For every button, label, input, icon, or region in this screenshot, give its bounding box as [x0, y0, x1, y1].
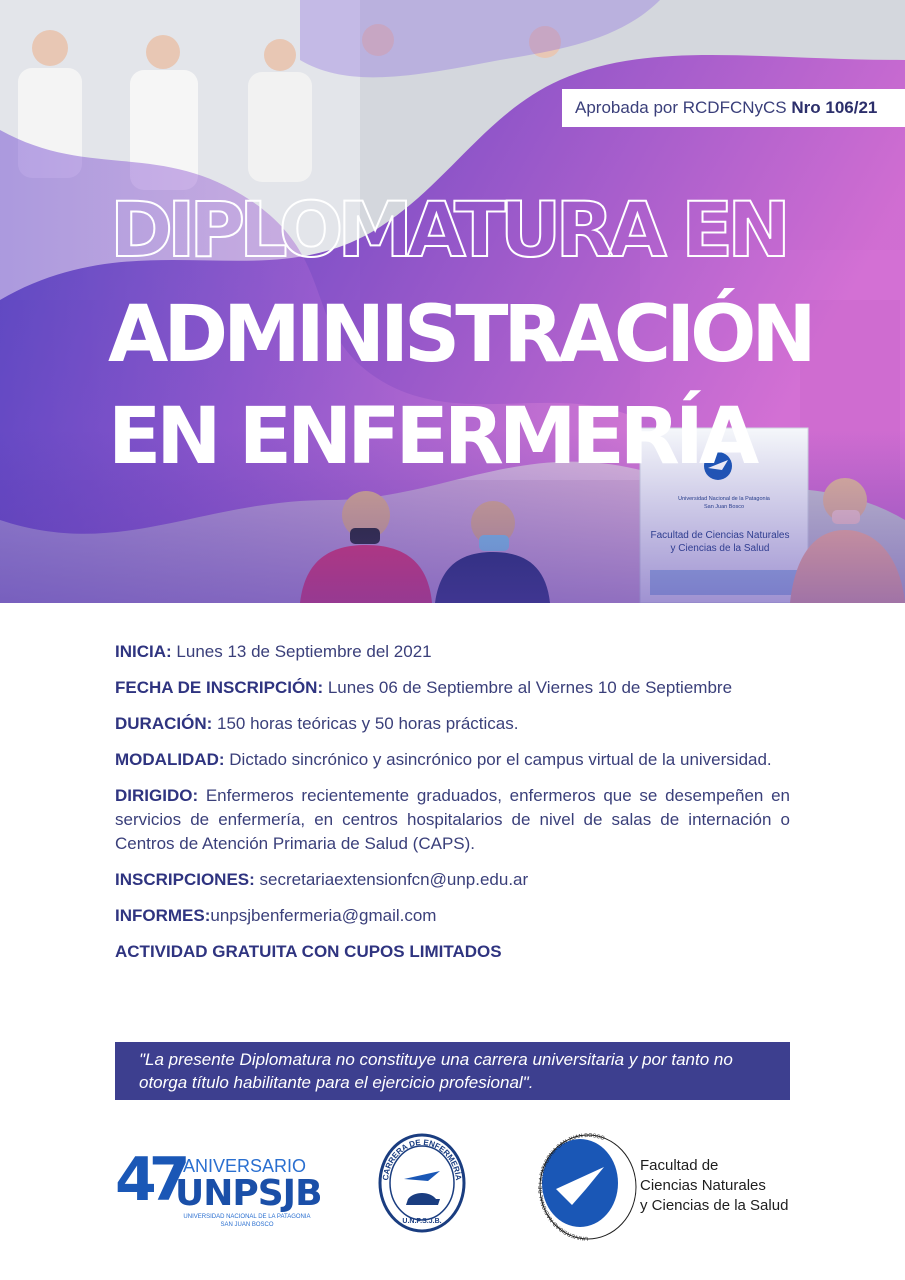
registration-dates-value: Lunes 06 de Septiembre al Viernes 10 de Septiembre: [327, 678, 733, 697]
unpsjb-wordmark: UNPSJB: [175, 1173, 322, 1214]
info-duration: [115, 712, 790, 736]
anniversary-label: ANIVERSARIO: [183, 1156, 307, 1176]
unpsjb-subtitle-line1: UNIVERSIDAD NACIONAL DE LA PATAGONIA: [183, 1214, 311, 1220]
registration-dates-label: FECHA DE INSCRIPCIÓN:: [115, 678, 324, 697]
faculty-line-3: y Ciencias de la Salud: [640, 1197, 789, 1214]
free-activity-note: ACTIVIDAD GRATUITA CON CUPOS LIMITADOS: [115, 942, 502, 961]
faculty-name: [640, 1156, 788, 1216]
info-modality: [115, 748, 790, 772]
approval-badge: [562, 89, 905, 127]
duration-value: 150 horas teóricas y 50 horas prácticas.: [217, 714, 519, 733]
reports-email[interactable]: unpsjbenfermeria@gmail.com: [210, 906, 437, 925]
seal-bottom-text: U.N.P.S.J.B.: [402, 1218, 442, 1225]
title-line-1: DIPLOMATURA EN: [110, 185, 785, 274]
title-line-3: EN ENFERMERÍA: [108, 392, 755, 482]
unpsjb-subtitle-line2: SAN JUAN BOSCO: [220, 1222, 274, 1228]
info-registration-dates: [115, 676, 790, 700]
approval-number: Nro 106/21: [791, 98, 878, 117]
course-info: [115, 640, 790, 976]
duration-label: DURACIÓN:: [115, 714, 213, 733]
audience-value: Enfermeros recientemente graduados, enfermeros que se desempeñen en servicios de enfermería, en centros hospitalarios de nivel de salas de internación o Centros de Atención Primaria de Salud (CAPS).: [115, 786, 790, 853]
info-registrations: [115, 868, 790, 892]
modality-value: Dictado sincrónico y asincrónico por el campus virtual de la universidad.: [229, 750, 772, 769]
modality-label: MODALIDAD:: [115, 750, 225, 769]
faculty-ring-text: UNIVERSIDAD NACIONAL DE LA PATAGONIA SAN JUAN BOSCO: [538, 1133, 606, 1241]
registrations-email[interactable]: secretariaextensionfcn@unp.edu.ar: [259, 870, 529, 889]
nursing-career-seal: [378, 1133, 466, 1233]
start-label: INICIA:: [115, 642, 172, 661]
hero-banner: [0, 0, 905, 603]
info-reports: [115, 904, 790, 928]
seal-ring-text: CARRERA DE ENFERMERÍA: [381, 1137, 463, 1181]
faculty-line-1: Facultad de: [640, 1157, 719, 1174]
unpsjb-subtitle: [177, 1213, 317, 1229]
start-value: Lunes 13 de Septiembre del 2021: [176, 642, 432, 661]
unpsjb-anniversary-logo: [115, 1145, 325, 1228]
approval-prefix: Aprobada por RCDFCNyCS: [575, 98, 787, 117]
info-start: [115, 640, 790, 664]
audience-label: DIRIGIDO:: [115, 786, 199, 805]
faculty-seal: [538, 1133, 638, 1241]
title-line-2: ADMINISTRACIÓN: [108, 290, 812, 380]
faculty-line-2: Ciencias Naturales: [640, 1177, 766, 1194]
reports-label: INFORMES:: [115, 906, 211, 925]
disclaimer-notice: "La presente Diplomatura no constituye una carrera universitaria y por tanto no otorga título habilitante para el ejercicio profesional".: [115, 1042, 790, 1100]
anniversary-number: 47: [115, 1145, 183, 1215]
registrations-label: INSCRIPCIONES:: [115, 870, 255, 889]
info-audience: [115, 784, 790, 856]
